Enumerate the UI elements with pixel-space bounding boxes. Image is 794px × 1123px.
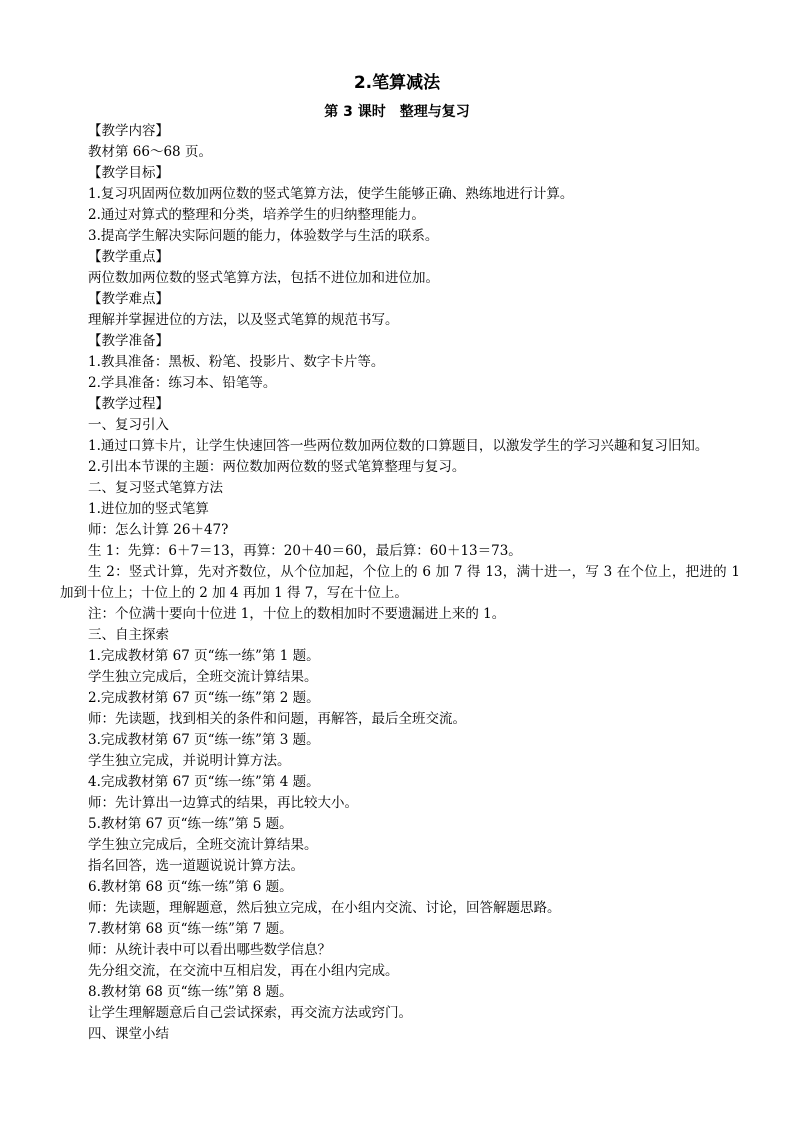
paragraph: 【教学过程】 [88,396,169,412]
paragraph: 1.完成教材第 67 页“练一练”第 1 题。 [88,648,320,664]
paragraph: 1.通过口算卡片，让学生快速回答一些两位数加两位数的口算题目，以激发学生的学习兴趣和复习旧知。 [88,438,709,454]
paragraph: 教材第 66～68 页。 [88,144,212,160]
paragraph: 二、复习竖式笔算方法 [88,480,223,496]
paragraph: 8.教材第 68 页“练一练”第 8 题。 [88,984,293,1000]
paragraph: 3.完成教材第 67 页“练一练”第 3 题。 [88,732,320,748]
paragraph: 【教学重点】 [88,249,169,265]
paragraph: 三、自主探索 [88,627,169,643]
paragraph: 师：从统计表中可以看出哪些数学信息？ [88,942,331,958]
paragraph: 理解并掌握进位的方法，以及竖式笔算的规范书写。 [88,312,399,328]
paragraph: 师：先计算出一边算式的结果，再比较大小。 [88,795,358,811]
paragraph: 5.教材第 67 页“练一练”第 5 题。 [88,816,293,832]
paragraph: 7.教材第 68 页“练一练”第 7 题。 [88,921,293,937]
paragraph: 【教学难点】 [88,291,169,307]
paragraph: 1.进位加的竖式笔算 [88,501,209,517]
paragraph: 2.引出本节课的主题：两位数加两位数的竖式笔算整理与复习。 [88,459,466,475]
paragraph: 【教学内容】 [88,123,169,139]
paragraph: 注：个位满十要向十位进 1，十位上的数相加时不要遗漏进上来的 1。 [88,606,506,622]
paragraph: 师：先读题，理解题意，然后独立完成，在小组内交流、讨论，回答解题思路。 [88,900,561,916]
paragraph: 生 2：竖式计算，先对齐数位，从个位加起，个位上的 6 加 7 得 13，满十进一，写 3 在个位上，把进的 1 加到十位上；十位上的 2 加 4 再加 1 得 7，写在十位上。 [60,564,740,601]
document-body [60,121,740,1045]
paragraph: 让学生理解题意后自己尝试探索，再交流方法或窍门。 [88,1005,412,1021]
paragraph: 生 1：先算：6＋7＝13，再算：20＋40＝60，最后算：60＋13＝73。 [88,543,522,559]
paragraph: 一、复习引入 [88,417,169,433]
paragraph: 【教学准备】 [88,333,169,349]
lesson-subtitle: 第 3 课时 整理与复习 [324,104,470,120]
paragraph: 师：怎么计算 26＋47? [88,522,229,538]
paragraph: 4.完成教材第 67 页“练一练”第 4 题。 [88,774,320,790]
paragraph: 1.复习巩固两位数加两位数的竖式笔算方法，使学生能够正确、熟练地进行计算。 [88,186,574,202]
paragraph: 学生独立完成后，全班交流计算结果。 [88,837,318,853]
paragraph: 四、课堂小结 [88,1026,169,1042]
document-title: 2.笔算减法 [353,73,441,93]
paragraph: 两位数加两位数的竖式笔算方法，包括不进位加和进位加。 [88,270,439,286]
paragraph: 【教学目标】 [88,165,169,181]
paragraph: 2.通过对算式的整理和分类，培养学生的归纳整理能力。 [88,207,425,223]
paragraph: 指名回答，选一道题说说计算方法。 [88,858,304,874]
paragraph: 2.学具准备：练习本、铅笔等。 [88,375,277,391]
paragraph: 先分组交流，在交流中互相启发，再在小组内完成。 [88,963,399,979]
paragraph: 1.教具准备：黑板、粉笔、投影片、数字卡片等。 [88,354,385,370]
paragraph: 3.提高学生解决实际问题的能力，体验数学与生活的联系。 [88,228,439,244]
paragraph: 师：先读题，找到相关的条件和问题，再解答，最后全班交流。 [88,711,466,727]
paragraph: 2.完成教材第 67 页“练一练”第 2 题。 [88,690,320,706]
paragraph: 学生独立完成，并说明计算方法。 [88,753,291,769]
paragraph: 学生独立完成后，全班交流计算结果。 [88,669,318,685]
paragraph: 6.教材第 68 页“练一练”第 6 题。 [88,879,293,895]
